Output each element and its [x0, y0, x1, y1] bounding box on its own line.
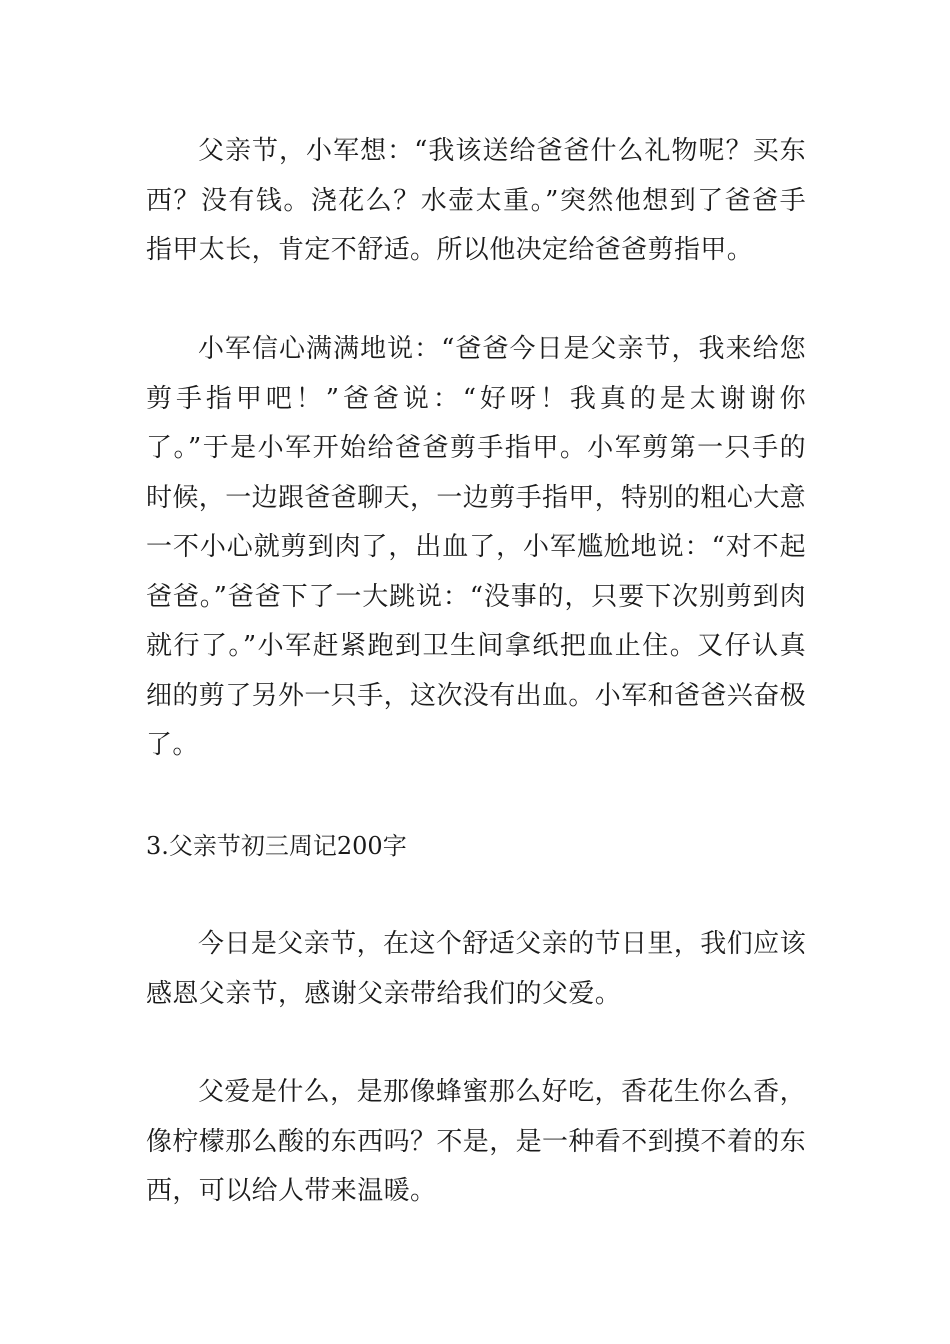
section-heading: 3.父亲节初三周记200字	[146, 832, 407, 860]
paragraph-what-is-fatherly-love: 父爱是什么，是那像蜂蜜那么好吃，香花生你么香，像柠檬那么酸的东西吗？不是，是一种看不到摸不着的东西，可以给人带来温暖。	[146, 1077, 807, 1206]
paragraph-fathers-day-gift: 父亲节，小军想：“我该送给爸爸什么礼物呢？买东西？没有钱。浇花么？水壶太重。”突然他想到了爸爸手指甲太长，肯定不舒适。所以他决定给爸爸剪指甲。	[146, 136, 806, 265]
paragraph-gratitude: 今日是父亲节，在这个舒适父亲的节日里，我们应该感恩父亲节，感谢父亲带给我们的父爱。	[146, 929, 806, 1009]
paragraph-cutting-nails: 小军信心满满地说：“爸爸今日是父亲节，我来给您剪手指甲吧！”爸爸说：“好呀！我真的是太谢谢你了。”于是小军开始给爸爸剪手指甲。小军剪第一只手的时候，一边跟爸爸聊天，一边剪手指甲，特别的粗心大意一不小心就剪到肉了，出血了，小军尴尬地说：“对不起爸爸。”爸爸下了一大跳说：“没事的，只要下次别剪到肉就行了。”小军赶紧跑到卫生间拿纸把血止住。又仔认真细的剪了另外一只手，这次没有出血。小军和爸爸兴奋极了。	[146, 334, 807, 760]
